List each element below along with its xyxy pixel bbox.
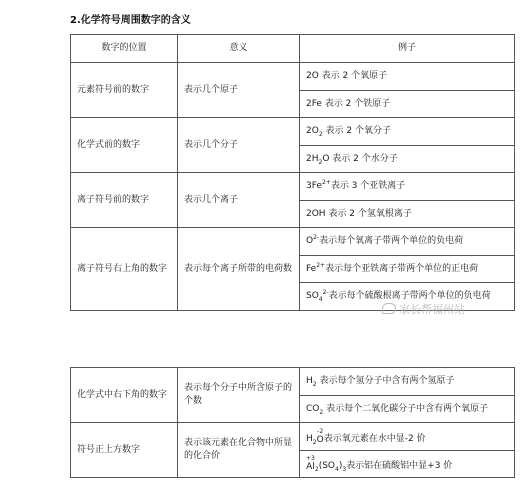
superscript: 2+	[321, 179, 331, 186]
example-formula: (SO	[318, 461, 335, 471]
example-cell	[300, 368, 515, 396]
example-cell	[300, 118, 515, 146]
example-text: 表示 3 个亚铁离子	[330, 181, 406, 191]
table-header-row	[71, 35, 515, 63]
example-formula: 3Fe	[306, 181, 322, 191]
example-cell: 2Fe 表示 2 个铁原子	[300, 91, 515, 118]
subscript: 2	[319, 408, 324, 416]
example-text: 表示 2 个氧分子	[322, 126, 391, 136]
valence-value: -2	[317, 427, 324, 435]
example-formula: H	[306, 376, 313, 386]
subscript: 4	[335, 465, 339, 473]
example-text: 表示每个氢分子中含有两个氢原子	[316, 376, 455, 386]
meaning-cell: 表示几个离子	[178, 173, 300, 228]
subscript: 2	[318, 130, 323, 138]
table-row	[71, 63, 515, 91]
example-formula: Fe	[306, 263, 317, 274]
example-cell	[300, 396, 515, 423]
example-formula: )	[338, 461, 343, 471]
example-text: 表示每个二氧化碳分子中含有两个氧原子	[323, 403, 489, 414]
header-examples: 例子	[300, 35, 515, 63]
subscript: 3	[342, 465, 347, 473]
table-row	[71, 228, 515, 256]
meaning-cell: 表示几个原子	[178, 63, 300, 118]
example-cell	[300, 173, 515, 201]
example-cell	[300, 228, 515, 256]
example-cell	[300, 256, 515, 283]
header-position: 数字的位置	[71, 35, 178, 63]
table-row	[71, 173, 515, 201]
subscript: 2	[318, 158, 323, 166]
position-cell: 离子符号右上角的数字	[71, 228, 178, 311]
header-meaning: 意义	[178, 35, 300, 63]
meaning-cell: 表示每个分子中所含原子的个数	[178, 368, 300, 423]
valence-element: Al	[306, 462, 315, 472]
valence-element: O	[316, 434, 324, 445]
symbol-meaning-table-continued	[70, 367, 515, 478]
valence-mark	[306, 455, 315, 471]
example-cell	[300, 146, 515, 173]
position-cell: 化学式前的数字	[71, 118, 178, 173]
table-row	[71, 368, 515, 396]
section-title: 2.化学符号周围数字的含义	[70, 15, 191, 26]
meaning-cell: 表示该元素在化合物中所显的化合价	[178, 423, 300, 478]
watermark-text: 家长帮福州站	[399, 303, 465, 316]
superscript: 2-	[313, 234, 320, 241]
table-row	[71, 423, 515, 451]
position-cell: 化学式中右下角的数字	[71, 368, 178, 423]
subscript: 2	[312, 438, 317, 446]
example-cell: 2OH 表示 2 个氢氧根离子	[300, 201, 515, 228]
example-text: 表示铝在硫酸铝中显+3 价	[346, 461, 453, 471]
example-formula: 2H	[306, 153, 319, 164]
example-cell	[300, 451, 515, 478]
watermark	[382, 301, 465, 317]
table-row	[71, 118, 515, 146]
example-formula: CO	[306, 403, 320, 414]
example-text: 表示每个亚铁离子带两个单位的正电荷	[325, 263, 479, 274]
subscript: 4	[318, 295, 323, 303]
chat-bubble-icon	[382, 303, 396, 314]
superscript: 2-	[322, 289, 329, 296]
symbol-meaning-table	[70, 34, 515, 311]
example-text: 表示每个硫酸根离子带两个单位的负电荷	[328, 291, 491, 301]
meaning-cell: 表示几个分子	[178, 118, 300, 173]
example-cell	[300, 423, 515, 451]
example-formula: 2O	[306, 126, 319, 136]
example-formula: SO	[306, 291, 319, 301]
position-cell: 元素符号前的数字	[71, 63, 178, 118]
subscript: 2	[312, 380, 317, 388]
valence-mark	[317, 428, 324, 444]
example-text: O 表示 2 个水分子	[322, 153, 398, 164]
position-cell: 离子符号前的数字	[71, 173, 178, 228]
subscript: 2	[314, 465, 319, 473]
example-formula: O	[306, 236, 314, 246]
example-text: 表示氧元素在水中显-2 价	[323, 433, 426, 444]
position-cell: 符号正上方数字	[71, 423, 178, 478]
superscript: 2+	[316, 261, 326, 269]
example-cell: 2O 表示 2 个氧原子	[300, 63, 515, 91]
example-formula: H	[306, 433, 313, 444]
valence-value: +3	[306, 455, 315, 462]
example-text: 表示每个氧离子带两个单位的负电荷	[319, 236, 464, 246]
meaning-cell: 表示每个离子所带的电荷数	[178, 228, 300, 311]
